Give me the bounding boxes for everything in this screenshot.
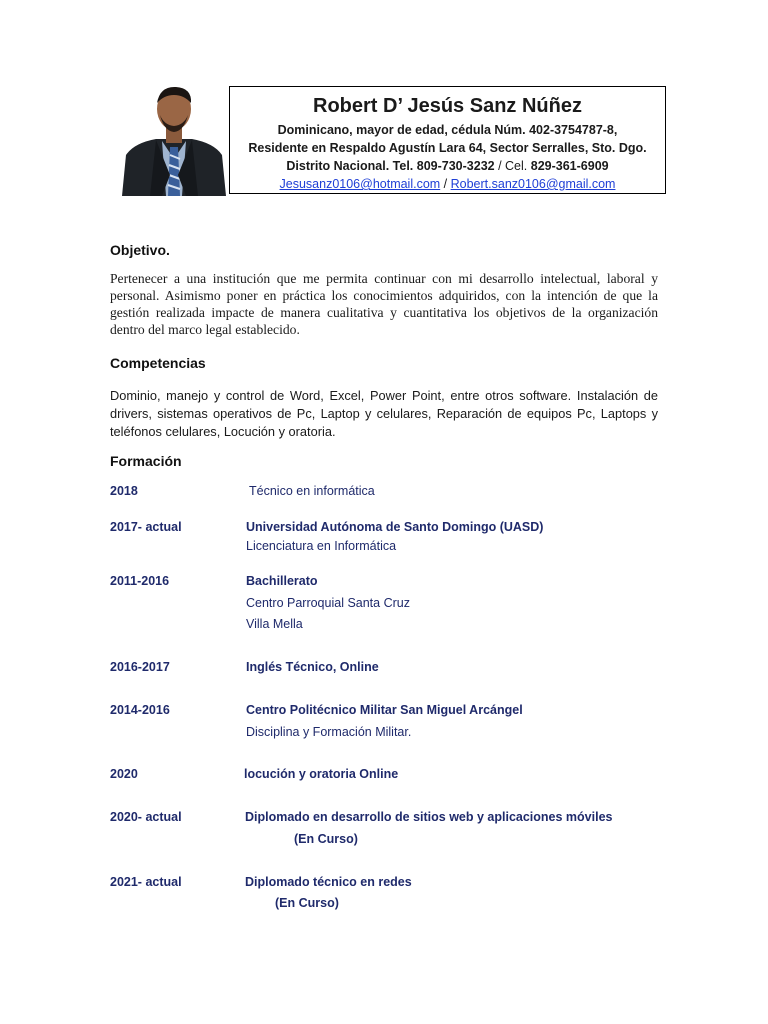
formacion-title: Centro Politécnico Militar San Miguel Arcángel bbox=[246, 703, 523, 717]
person-photo-illustration bbox=[120, 85, 228, 196]
header-line-phones bbox=[230, 157, 665, 175]
formacion-title: Inglés Técnico, Online bbox=[246, 660, 379, 674]
formacion-status: (En Curso) bbox=[275, 896, 339, 910]
header-box bbox=[229, 86, 666, 194]
cel-number: 829-361-6909 bbox=[530, 159, 609, 173]
phone-number: 809-730-3232 bbox=[416, 159, 495, 173]
full-name: Robert D’ Jesús Sanz Núñez bbox=[313, 95, 582, 117]
formacion-title: Técnico en informática bbox=[249, 484, 375, 498]
email-gmail-link[interactable]: Robert.sanz0106@gmail.com bbox=[450, 177, 616, 191]
formacion-detail: Licenciatura en Informática bbox=[246, 539, 397, 553]
formacion-heading: Formación bbox=[110, 453, 182, 469]
formacion-year: 2020- actual bbox=[110, 810, 182, 824]
formacion-detail: Centro Parroquial Santa Cruz bbox=[246, 596, 410, 610]
formacion-title: Diplomado en desarrollo de sitios web y aplicaciones móviles bbox=[245, 810, 613, 824]
profile-photo bbox=[120, 85, 228, 196]
competencias-text: Dominio, manejo y control de Word, Excel, Power Point, entre otros software. Instalación de drivers, sistemas operativos de Pc, Laptop y celulares, Reparación de equipos Pc, Laptops y teléfonos celulares, Locución y oratoria. bbox=[110, 388, 658, 439]
competencias-heading: Competencias bbox=[110, 355, 206, 371]
objective-heading: Objetivo. bbox=[110, 242, 170, 258]
formacion-status: (En Curso) bbox=[294, 832, 358, 846]
formacion-title: locución y oratoria Online bbox=[244, 767, 399, 781]
objective-text: Pertenecer a una institución que me permita continuar con mi desarrollo intelectual, laboral y personal. Asimismo poner en práctica los conocimientos adquiridos, con la intención de que la gestión realizada impacte de manera cualitativa y cuantitativa los objetivos de la organización dentro del marco legal establecido. bbox=[110, 271, 658, 337]
formacion-year: 2020 bbox=[110, 767, 138, 781]
formacion-title: Diplomado técnico en redes bbox=[245, 875, 412, 889]
email-hotmail-link[interactable]: Jesusanz0106@hotmail.com bbox=[279, 177, 441, 191]
email-separator: / bbox=[440, 177, 451, 191]
formacion-year: 2018 bbox=[110, 484, 138, 498]
phone-prefix: Distrito Nacional. Tel. bbox=[286, 159, 414, 173]
formacion-detail: Villa Mella bbox=[246, 617, 303, 631]
cel-prefix: / Cel. bbox=[494, 159, 528, 173]
formacion-year: 2014-2016 bbox=[110, 703, 170, 717]
formacion-year: 2021- actual bbox=[110, 875, 182, 889]
formacion-detail: Disciplina y Formación Militar. bbox=[246, 725, 412, 739]
header-line-nationality: Dominicano, mayor de edad, cédula Núm. 402-3754787-8, bbox=[277, 123, 618, 137]
header-line-address: Residente en Respaldo Agustín Lara 64, Sector Serralles, Sto. Dgo. bbox=[248, 141, 647, 155]
formacion-year: 2017- actual bbox=[110, 520, 182, 534]
header-line-emails bbox=[230, 175, 665, 193]
formacion-year: 2016-2017 bbox=[110, 660, 170, 674]
formacion-year: 2011-2016 bbox=[110, 574, 170, 588]
formacion-title: Universidad Autónoma de Santo Domingo (UASD) bbox=[246, 520, 544, 534]
formacion-title: Bachillerato bbox=[246, 574, 318, 588]
